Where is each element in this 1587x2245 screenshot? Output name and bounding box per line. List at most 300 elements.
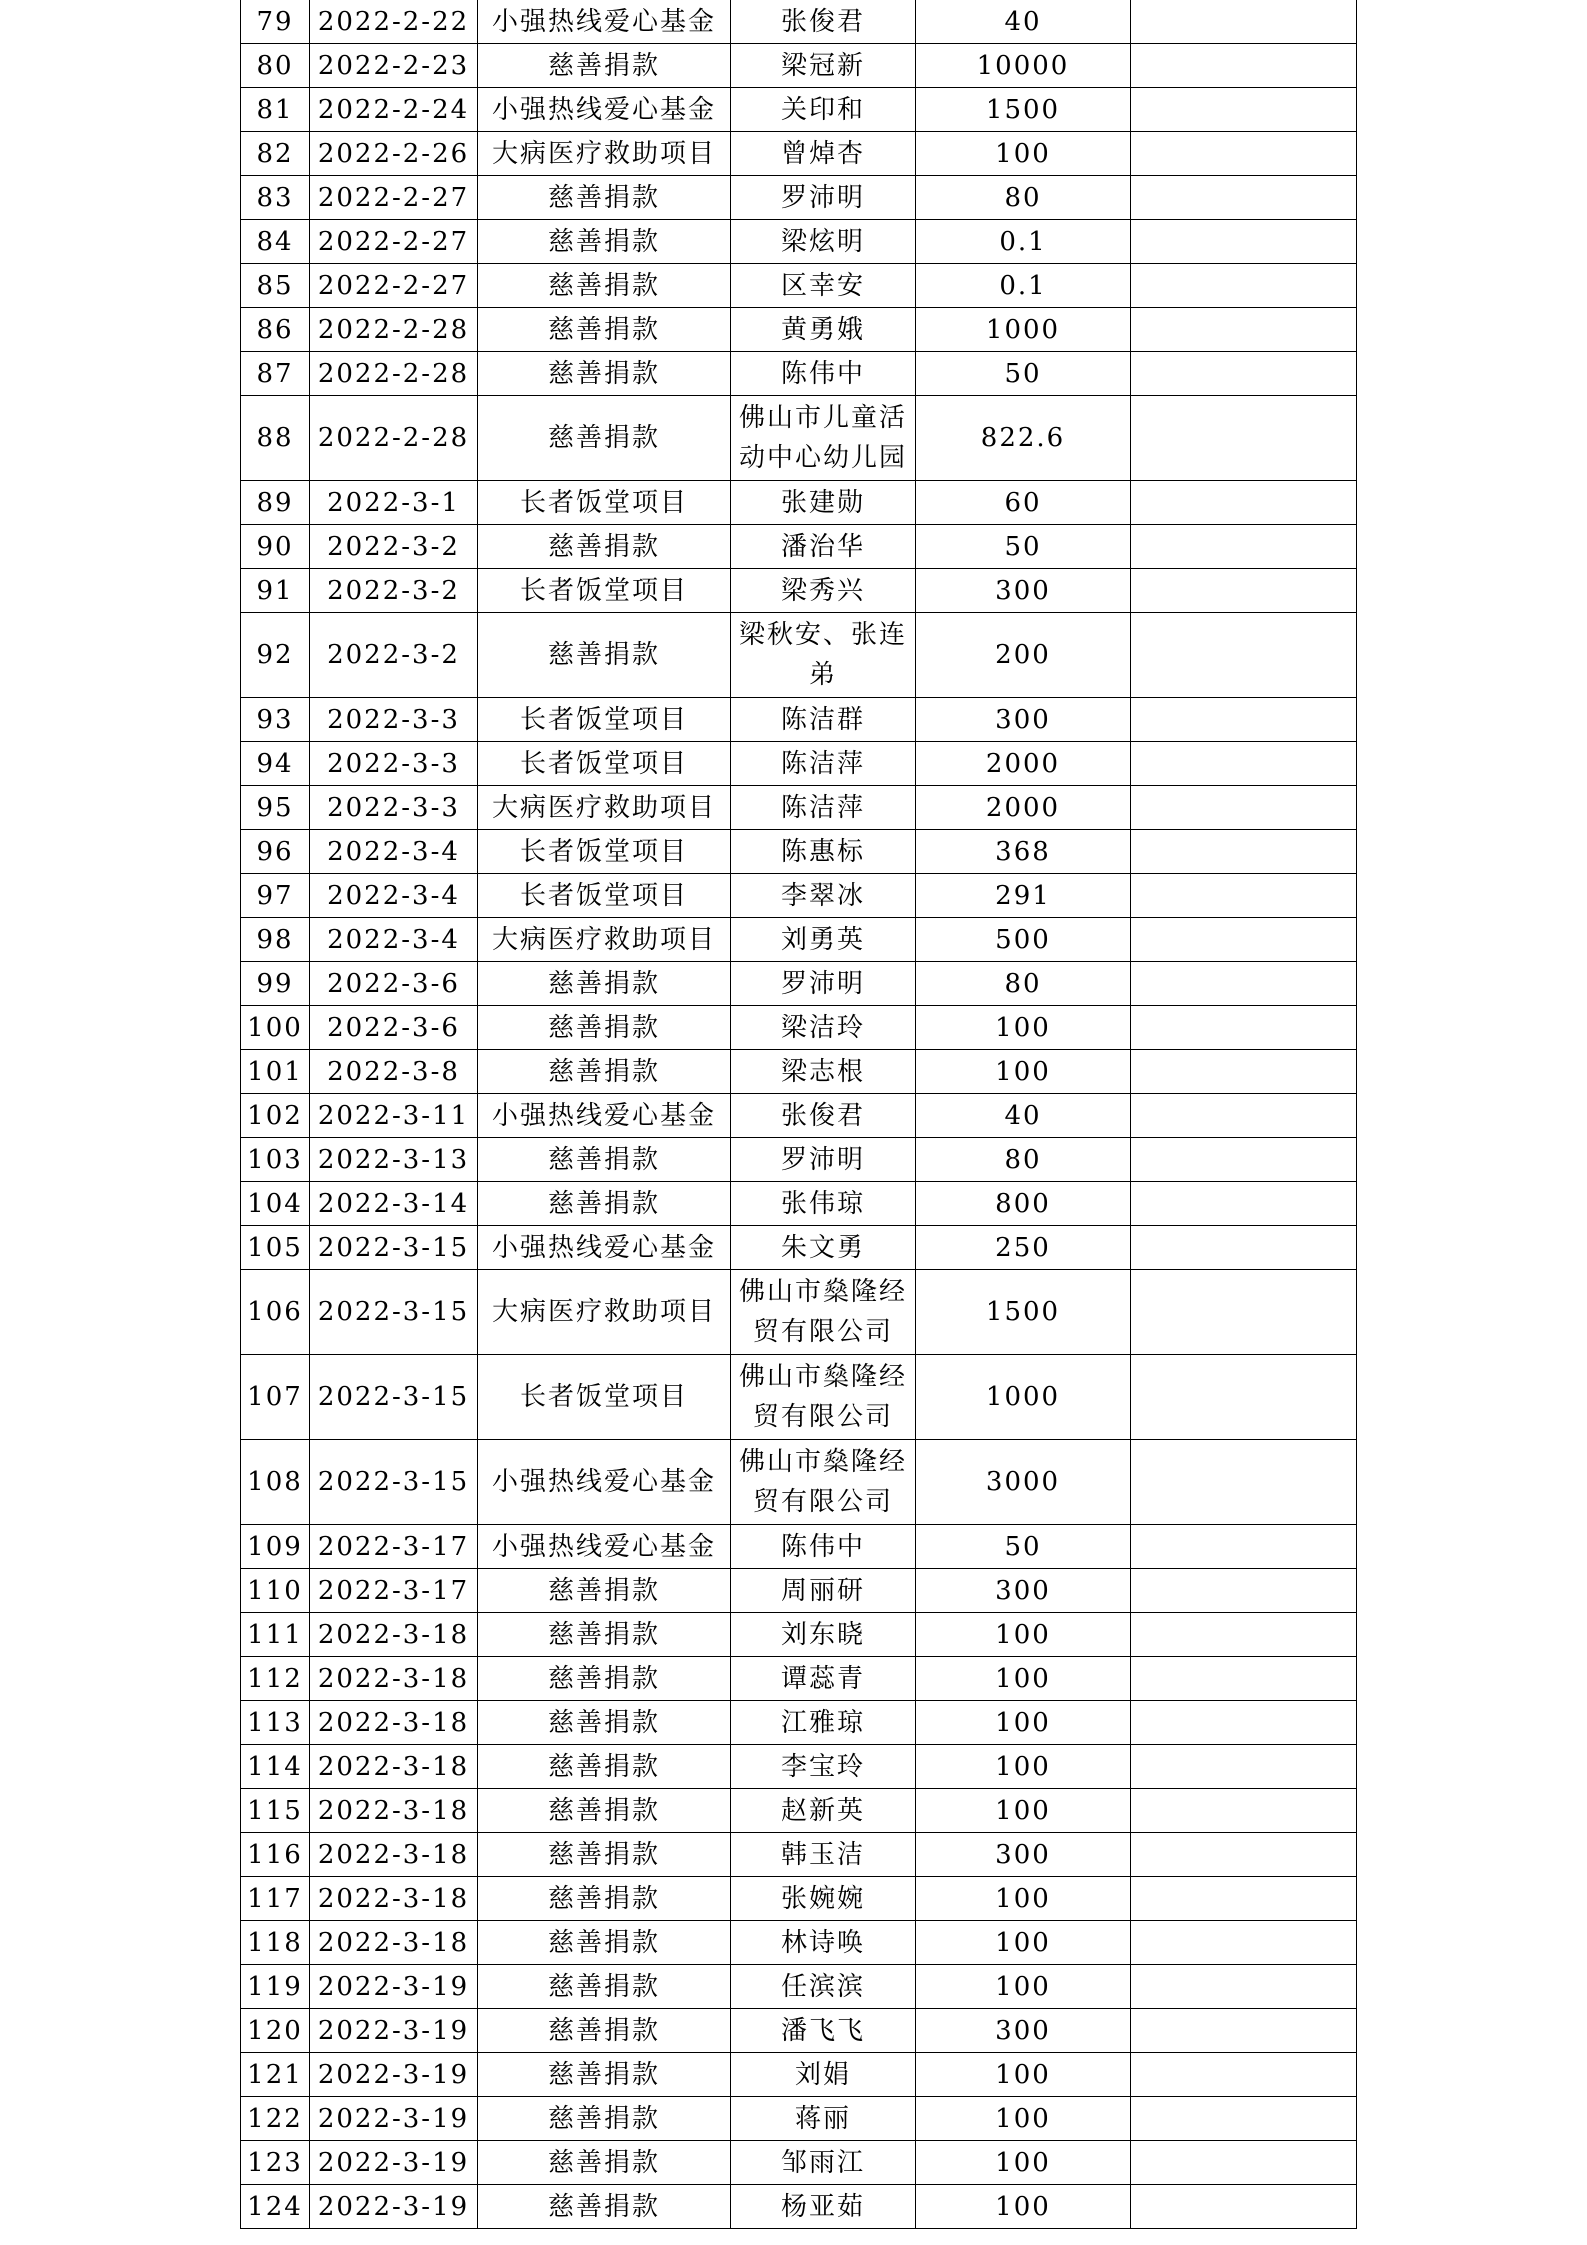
date-cell: 2022-3-14: [310, 1182, 478, 1226]
note-cell: [1131, 1355, 1357, 1440]
table-row: [241, 698, 1357, 742]
date-cell: 2022-3-19: [310, 2185, 478, 2229]
project-cell: 小强热线爱心基金: [478, 1525, 731, 1569]
amount-cell: 50: [916, 352, 1131, 396]
row-number-cell: 121: [241, 2053, 310, 2097]
date-cell: 2022-2-27: [310, 220, 478, 264]
donor-cell: 潘治华: [731, 525, 916, 569]
donor-cell: 佛山市燊隆经贸有限公司: [731, 1355, 916, 1440]
date-cell: 2022-3-6: [310, 962, 478, 1006]
project-cell: 慈善捐款: [478, 1921, 731, 1965]
table-row: [241, 2009, 1357, 2053]
date-cell: 2022-3-19: [310, 2053, 478, 2097]
row-number-cell: 117: [241, 1877, 310, 1921]
note-cell: [1131, 2097, 1357, 2141]
donor-cell: 赵新英: [731, 1789, 916, 1833]
note-cell: [1131, 613, 1357, 698]
project-cell: 慈善捐款: [478, 1701, 731, 1745]
amount-cell: 100: [916, 2053, 1131, 2097]
table-row: [241, 1745, 1357, 1789]
amount-cell: 0.1: [916, 220, 1131, 264]
table-row: [241, 396, 1357, 481]
donor-cell: 李翠冰: [731, 874, 916, 918]
donor-cell: 梁秋安、张连弟: [731, 613, 916, 698]
amount-cell: 1000: [916, 308, 1131, 352]
donor-cell: 韩玉洁: [731, 1833, 916, 1877]
donor-cell: 张婉婉: [731, 1877, 916, 1921]
date-cell: 2022-3-18: [310, 1921, 478, 1965]
donor-cell: 李宝玲: [731, 1745, 916, 1789]
table-row: [241, 1050, 1357, 1094]
row-number-cell: 115: [241, 1789, 310, 1833]
table-row: [241, 2053, 1357, 2097]
note-cell: [1131, 1270, 1357, 1355]
note-cell: [1131, 962, 1357, 1006]
date-cell: 2022-3-19: [310, 2141, 478, 2185]
table-row: [241, 1182, 1357, 1226]
donor-cell: 任滨滨: [731, 1965, 916, 2009]
row-number-cell: 105: [241, 1226, 310, 1270]
donor-cell: 林诗唤: [731, 1921, 916, 1965]
row-number-cell: 88: [241, 396, 310, 481]
row-number-cell: 101: [241, 1050, 310, 1094]
donor-cell: 陈伟中: [731, 1525, 916, 1569]
donor-cell: 杨亚茹: [731, 2185, 916, 2229]
project-cell: 小强热线爱心基金: [478, 1094, 731, 1138]
row-number-cell: 118: [241, 1921, 310, 1965]
project-cell: 慈善捐款: [478, 176, 731, 220]
note-cell: [1131, 1789, 1357, 1833]
row-number-cell: 103: [241, 1138, 310, 1182]
table-body: [241, 0, 1357, 2229]
date-cell: 2022-3-18: [310, 1877, 478, 1921]
donor-cell: 刘勇英: [731, 918, 916, 962]
project-cell: 慈善捐款: [478, 1789, 731, 1833]
note-cell: [1131, 1833, 1357, 1877]
project-cell: 大病医疗救助项目: [478, 918, 731, 962]
amount-cell: 0.1: [916, 264, 1131, 308]
date-cell: 2022-3-15: [310, 1226, 478, 1270]
date-cell: 2022-3-18: [310, 1789, 478, 1833]
date-cell: 2022-3-19: [310, 2097, 478, 2141]
donor-cell: 罗沛明: [731, 176, 916, 220]
note-cell: [1131, 1182, 1357, 1226]
row-number-cell: 104: [241, 1182, 310, 1226]
table-row: [241, 1789, 1357, 1833]
date-cell: 2022-2-28: [310, 396, 478, 481]
row-number-cell: 96: [241, 830, 310, 874]
date-cell: 2022-3-15: [310, 1440, 478, 1525]
date-cell: 2022-3-3: [310, 698, 478, 742]
date-cell: 2022-3-19: [310, 2009, 478, 2053]
project-cell: 慈善捐款: [478, 1569, 731, 1613]
note-cell: [1131, 1525, 1357, 1569]
donor-cell: 张俊君: [731, 0, 916, 44]
row-number-cell: 109: [241, 1525, 310, 1569]
amount-cell: 60: [916, 481, 1131, 525]
donor-cell: 梁秀兴: [731, 569, 916, 613]
date-cell: 2022-2-27: [310, 176, 478, 220]
project-cell: 慈善捐款: [478, 220, 731, 264]
donor-cell: 罗沛明: [731, 962, 916, 1006]
date-cell: 2022-2-22: [310, 0, 478, 44]
table-row: [241, 1965, 1357, 2009]
table-row: [241, 264, 1357, 308]
date-cell: 2022-3-2: [310, 569, 478, 613]
project-cell: 慈善捐款: [478, 525, 731, 569]
date-cell: 2022-3-17: [310, 1525, 478, 1569]
donor-cell: 蒋丽: [731, 2097, 916, 2141]
amount-cell: 80: [916, 962, 1131, 1006]
project-cell: 小强热线爱心基金: [478, 1226, 731, 1270]
date-cell: 2022-2-23: [310, 44, 478, 88]
table-row: [241, 786, 1357, 830]
row-number-cell: 97: [241, 874, 310, 918]
date-cell: 2022-3-2: [310, 613, 478, 698]
date-cell: 2022-3-1: [310, 481, 478, 525]
project-cell: 慈善捐款: [478, 1613, 731, 1657]
note-cell: [1131, 1965, 1357, 2009]
table-row: [241, 569, 1357, 613]
project-cell: 慈善捐款: [478, 396, 731, 481]
date-cell: 2022-2-28: [310, 308, 478, 352]
table-row: [241, 1921, 1357, 1965]
project-cell: 小强热线爱心基金: [478, 0, 731, 44]
table-row: [241, 1355, 1357, 1440]
donor-cell: 关印和: [731, 88, 916, 132]
row-number-cell: 89: [241, 481, 310, 525]
donor-cell: 谭蕊青: [731, 1657, 916, 1701]
donor-cell: 江雅琼: [731, 1701, 916, 1745]
project-cell: 慈善捐款: [478, 264, 731, 308]
donor-cell: 梁洁玲: [731, 1006, 916, 1050]
amount-cell: 2000: [916, 786, 1131, 830]
amount-cell: 250: [916, 1226, 1131, 1270]
project-cell: 长者饭堂项目: [478, 481, 731, 525]
note-cell: [1131, 132, 1357, 176]
note-cell: [1131, 1657, 1357, 1701]
amount-cell: 100: [916, 1877, 1131, 1921]
table-row: [241, 0, 1357, 44]
table-row: [241, 962, 1357, 1006]
table-row: [241, 918, 1357, 962]
date-cell: 2022-2-24: [310, 88, 478, 132]
date-cell: 2022-3-18: [310, 1701, 478, 1745]
date-cell: 2022-3-15: [310, 1270, 478, 1355]
table-row: [241, 44, 1357, 88]
amount-cell: 822.6: [916, 396, 1131, 481]
note-cell: [1131, 88, 1357, 132]
donor-cell: 黄勇娥: [731, 308, 916, 352]
amount-cell: 100: [916, 1050, 1131, 1094]
amount-cell: 100: [916, 1789, 1131, 1833]
table-row: [241, 874, 1357, 918]
note-cell: [1131, 264, 1357, 308]
amount-cell: 100: [916, 2141, 1131, 2185]
row-number-cell: 124: [241, 2185, 310, 2229]
project-cell: 慈善捐款: [478, 308, 731, 352]
row-number-cell: 114: [241, 1745, 310, 1789]
amount-cell: 1500: [916, 88, 1131, 132]
table-row: [241, 2185, 1357, 2229]
note-cell: [1131, 918, 1357, 962]
table-row: [241, 132, 1357, 176]
amount-cell: 3000: [916, 1440, 1131, 1525]
table-row: [241, 481, 1357, 525]
amount-cell: 800: [916, 1182, 1131, 1226]
table-row: [241, 1094, 1357, 1138]
project-cell: 慈善捐款: [478, 962, 731, 1006]
project-cell: 长者饭堂项目: [478, 569, 731, 613]
row-number-cell: 84: [241, 220, 310, 264]
row-number-cell: 83: [241, 176, 310, 220]
row-number-cell: 123: [241, 2141, 310, 2185]
project-cell: 长者饭堂项目: [478, 1355, 731, 1440]
row-number-cell: 120: [241, 2009, 310, 2053]
donor-cell: 陈洁萍: [731, 742, 916, 786]
note-cell: [1131, 1050, 1357, 1094]
table-row: [241, 1877, 1357, 1921]
note-cell: [1131, 481, 1357, 525]
donor-cell: 陈洁萍: [731, 786, 916, 830]
donor-cell: 佛山市儿童活动中心幼儿园: [731, 396, 916, 481]
row-number-cell: 106: [241, 1270, 310, 1355]
donor-cell: 罗沛明: [731, 1138, 916, 1182]
amount-cell: 40: [916, 0, 1131, 44]
amount-cell: 100: [916, 1006, 1131, 1050]
amount-cell: 300: [916, 569, 1131, 613]
amount-cell: 100: [916, 1745, 1131, 1789]
note-cell: [1131, 569, 1357, 613]
row-number-cell: 98: [241, 918, 310, 962]
amount-cell: 100: [916, 2185, 1131, 2229]
table-row: [241, 742, 1357, 786]
date-cell: 2022-3-3: [310, 742, 478, 786]
amount-cell: 100: [916, 1921, 1131, 1965]
amount-cell: 300: [916, 1569, 1131, 1613]
project-cell: 慈善捐款: [478, 613, 731, 698]
donor-cell: 邹雨江: [731, 2141, 916, 2185]
table-row: [241, 176, 1357, 220]
donor-cell: 曾焯杏: [731, 132, 916, 176]
amount-cell: 291: [916, 874, 1131, 918]
note-cell: [1131, 2141, 1357, 2185]
row-number-cell: 87: [241, 352, 310, 396]
project-cell: 长者饭堂项目: [478, 698, 731, 742]
amount-cell: 80: [916, 1138, 1131, 1182]
note-cell: [1131, 176, 1357, 220]
donor-cell: 梁炫明: [731, 220, 916, 264]
amount-cell: 300: [916, 2009, 1131, 2053]
donor-cell: 周丽研: [731, 1569, 916, 1613]
project-cell: 慈善捐款: [478, 2097, 731, 2141]
note-cell: [1131, 220, 1357, 264]
donor-cell: 朱文勇: [731, 1226, 916, 1270]
note-cell: [1131, 1440, 1357, 1525]
project-cell: 慈善捐款: [478, 1138, 731, 1182]
table-row: [241, 352, 1357, 396]
project-cell: 小强热线爱心基金: [478, 88, 731, 132]
project-cell: 慈善捐款: [478, 2185, 731, 2229]
note-cell: [1131, 2009, 1357, 2053]
note-cell: [1131, 2185, 1357, 2229]
row-number-cell: 122: [241, 2097, 310, 2141]
row-number-cell: 90: [241, 525, 310, 569]
table-row: [241, 2097, 1357, 2141]
donor-cell: 陈伟中: [731, 352, 916, 396]
date-cell: 2022-3-4: [310, 830, 478, 874]
note-cell: [1131, 1226, 1357, 1270]
note-cell: [1131, 1138, 1357, 1182]
donor-cell: 梁冠新: [731, 44, 916, 88]
note-cell: [1131, 1613, 1357, 1657]
note-cell: [1131, 44, 1357, 88]
note-cell: [1131, 525, 1357, 569]
project-cell: 慈善捐款: [478, 1877, 731, 1921]
date-cell: 2022-3-8: [310, 1050, 478, 1094]
donor-cell: 佛山市燊隆经贸有限公司: [731, 1270, 916, 1355]
date-cell: 2022-3-18: [310, 1657, 478, 1701]
row-number-cell: 82: [241, 132, 310, 176]
row-number-cell: 81: [241, 88, 310, 132]
amount-cell: 40: [916, 1094, 1131, 1138]
table-row: [241, 1440, 1357, 1525]
donor-cell: 张俊君: [731, 1094, 916, 1138]
note-cell: [1131, 308, 1357, 352]
date-cell: 2022-3-13: [310, 1138, 478, 1182]
amount-cell: 2000: [916, 742, 1131, 786]
row-number-cell: 107: [241, 1355, 310, 1440]
date-cell: 2022-3-4: [310, 874, 478, 918]
note-cell: [1131, 786, 1357, 830]
amount-cell: 50: [916, 1525, 1131, 1569]
date-cell: 2022-3-17: [310, 1569, 478, 1613]
table-row: [241, 830, 1357, 874]
row-number-cell: 92: [241, 613, 310, 698]
note-cell: [1131, 1094, 1357, 1138]
amount-cell: 300: [916, 698, 1131, 742]
note-cell: [1131, 1569, 1357, 1613]
note-cell: [1131, 1701, 1357, 1745]
project-cell: 慈善捐款: [478, 1182, 731, 1226]
amount-cell: 10000: [916, 44, 1131, 88]
table-row: [241, 1613, 1357, 1657]
row-number-cell: 113: [241, 1701, 310, 1745]
note-cell: [1131, 874, 1357, 918]
project-cell: 慈善捐款: [478, 44, 731, 88]
date-cell: 2022-3-18: [310, 1745, 478, 1789]
table-row: [241, 1270, 1357, 1355]
amount-cell: 100: [916, 1657, 1131, 1701]
donor-cell: 张伟琼: [731, 1182, 916, 1226]
table-row: [241, 2141, 1357, 2185]
note-cell: [1131, 2053, 1357, 2097]
row-number-cell: 111: [241, 1613, 310, 1657]
project-cell: 慈善捐款: [478, 1006, 731, 1050]
donor-cell: 张建勋: [731, 481, 916, 525]
date-cell: 2022-3-18: [310, 1833, 478, 1877]
project-cell: 慈善捐款: [478, 1745, 731, 1789]
row-number-cell: 119: [241, 1965, 310, 2009]
donor-cell: 陈惠标: [731, 830, 916, 874]
donor-cell: 刘娟: [731, 2053, 916, 2097]
table-row: [241, 220, 1357, 264]
table-row: [241, 308, 1357, 352]
row-number-cell: 80: [241, 44, 310, 88]
row-number-cell: 112: [241, 1657, 310, 1701]
date-cell: 2022-3-19: [310, 1965, 478, 2009]
table-row: [241, 1701, 1357, 1745]
project-cell: 慈善捐款: [478, 1965, 731, 2009]
row-number-cell: 95: [241, 786, 310, 830]
donation-table: [240, 0, 1357, 2229]
amount-cell: 1500: [916, 1270, 1131, 1355]
table-row: [241, 1525, 1357, 1569]
row-number-cell: 99: [241, 962, 310, 1006]
row-number-cell: 85: [241, 264, 310, 308]
date-cell: 2022-3-11: [310, 1094, 478, 1138]
project-cell: 大病医疗救助项目: [478, 1270, 731, 1355]
note-cell: [1131, 1921, 1357, 1965]
row-number-cell: 110: [241, 1569, 310, 1613]
row-number-cell: 100: [241, 1006, 310, 1050]
project-cell: 小强热线爱心基金: [478, 1440, 731, 1525]
project-cell: 慈善捐款: [478, 2009, 731, 2053]
project-cell: 慈善捐款: [478, 352, 731, 396]
table-row: [241, 1569, 1357, 1613]
row-number-cell: 79: [241, 0, 310, 44]
donor-cell: 梁志根: [731, 1050, 916, 1094]
project-cell: 大病医疗救助项目: [478, 786, 731, 830]
row-number-cell: 116: [241, 1833, 310, 1877]
amount-cell: 100: [916, 132, 1131, 176]
project-cell: 慈善捐款: [478, 1833, 731, 1877]
note-cell: [1131, 830, 1357, 874]
table-row: [241, 88, 1357, 132]
table-row: [241, 1226, 1357, 1270]
table-row: [241, 1833, 1357, 1877]
note-cell: [1131, 352, 1357, 396]
donor-cell: 佛山市燊隆经贸有限公司: [731, 1440, 916, 1525]
table-row: [241, 1006, 1357, 1050]
note-cell: [1131, 1006, 1357, 1050]
donor-cell: 陈洁群: [731, 698, 916, 742]
project-cell: 慈善捐款: [478, 1050, 731, 1094]
date-cell: 2022-3-15: [310, 1355, 478, 1440]
table-row: [241, 1138, 1357, 1182]
table-row: [241, 525, 1357, 569]
project-cell: 慈善捐款: [478, 2141, 731, 2185]
amount-cell: 100: [916, 1701, 1131, 1745]
row-number-cell: 91: [241, 569, 310, 613]
amount-cell: 1000: [916, 1355, 1131, 1440]
amount-cell: 300: [916, 1833, 1131, 1877]
project-cell: 长者饭堂项目: [478, 830, 731, 874]
amount-cell: 50: [916, 525, 1131, 569]
table-row: [241, 613, 1357, 698]
date-cell: 2022-3-4: [310, 918, 478, 962]
note-cell: [1131, 1745, 1357, 1789]
note-cell: [1131, 1877, 1357, 1921]
row-number-cell: 102: [241, 1094, 310, 1138]
date-cell: 2022-2-26: [310, 132, 478, 176]
project-cell: 长者饭堂项目: [478, 742, 731, 786]
project-cell: 慈善捐款: [478, 2053, 731, 2097]
date-cell: 2022-3-3: [310, 786, 478, 830]
amount-cell: 200: [916, 613, 1131, 698]
amount-cell: 100: [916, 2097, 1131, 2141]
note-cell: [1131, 396, 1357, 481]
